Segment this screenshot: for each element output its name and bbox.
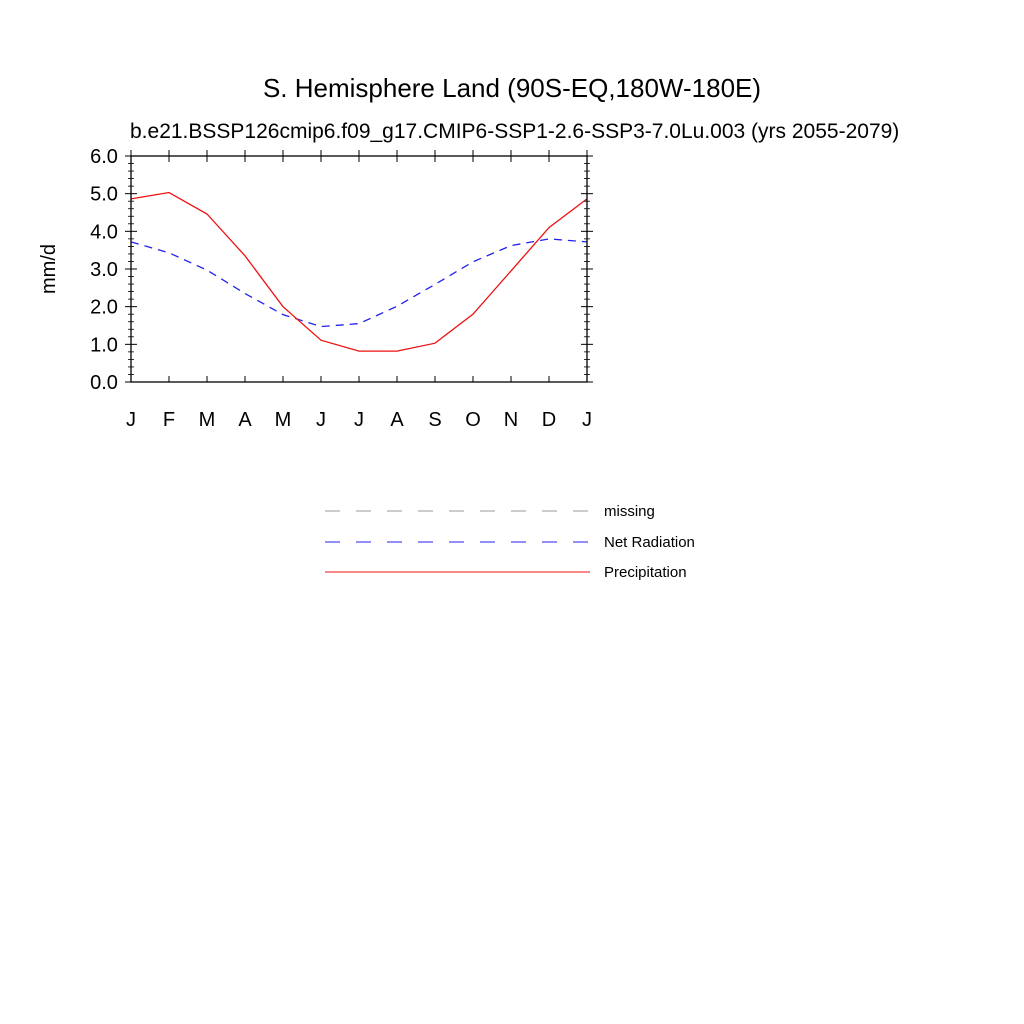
legend-label: Precipitation — [604, 564, 687, 581]
x-tick-label: N — [503, 409, 519, 431]
series-line-precipitation — [131, 193, 587, 352]
x-tick-label: M — [274, 409, 292, 431]
x-tick-label: O — [465, 409, 481, 431]
legend-label: Net Radiation — [604, 534, 695, 551]
x-tick-label: J — [126, 409, 136, 431]
plot-frame — [131, 156, 587, 382]
axes-layer — [90, 146, 593, 431]
y-axis-label: mm/d — [38, 244, 60, 294]
y-tick-label: 5.0 — [90, 183, 118, 206]
y-tick-label: 3.0 — [90, 259, 118, 281]
x-tick-label: S — [428, 409, 442, 431]
x-tick-label: A — [238, 409, 252, 431]
x-tick-label: J — [354, 409, 364, 431]
series-line-net-radiation — [131, 239, 587, 327]
chart-subtitle: b.e21.BSSP126cmip6.f09_g17.CMIP6-SSP1-2.6-SSP3-7.0Lu.003 (yrs 2055-2079) — [130, 120, 900, 143]
chart-title: S. Hemisphere Land (90S-EQ,180W-180E) — [262, 73, 762, 103]
y-tick-label: 1.0 — [90, 334, 118, 357]
legend-label: missing — [604, 503, 655, 520]
x-tick-label: J — [582, 409, 592, 431]
legend — [325, 503, 695, 581]
x-tick-label: A — [390, 409, 404, 431]
x-tick-label: M — [198, 409, 216, 431]
y-tick-label: 4.0 — [90, 221, 118, 244]
x-tick-label: F — [162, 409, 176, 431]
y-tick-label: 0.0 — [90, 372, 118, 394]
x-tick-label: J — [316, 409, 326, 431]
series-layer — [131, 193, 587, 352]
y-tick-label: 6.0 — [90, 146, 118, 168]
x-tick-label: D — [541, 409, 557, 431]
y-tick-label: 2.0 — [90, 296, 118, 319]
